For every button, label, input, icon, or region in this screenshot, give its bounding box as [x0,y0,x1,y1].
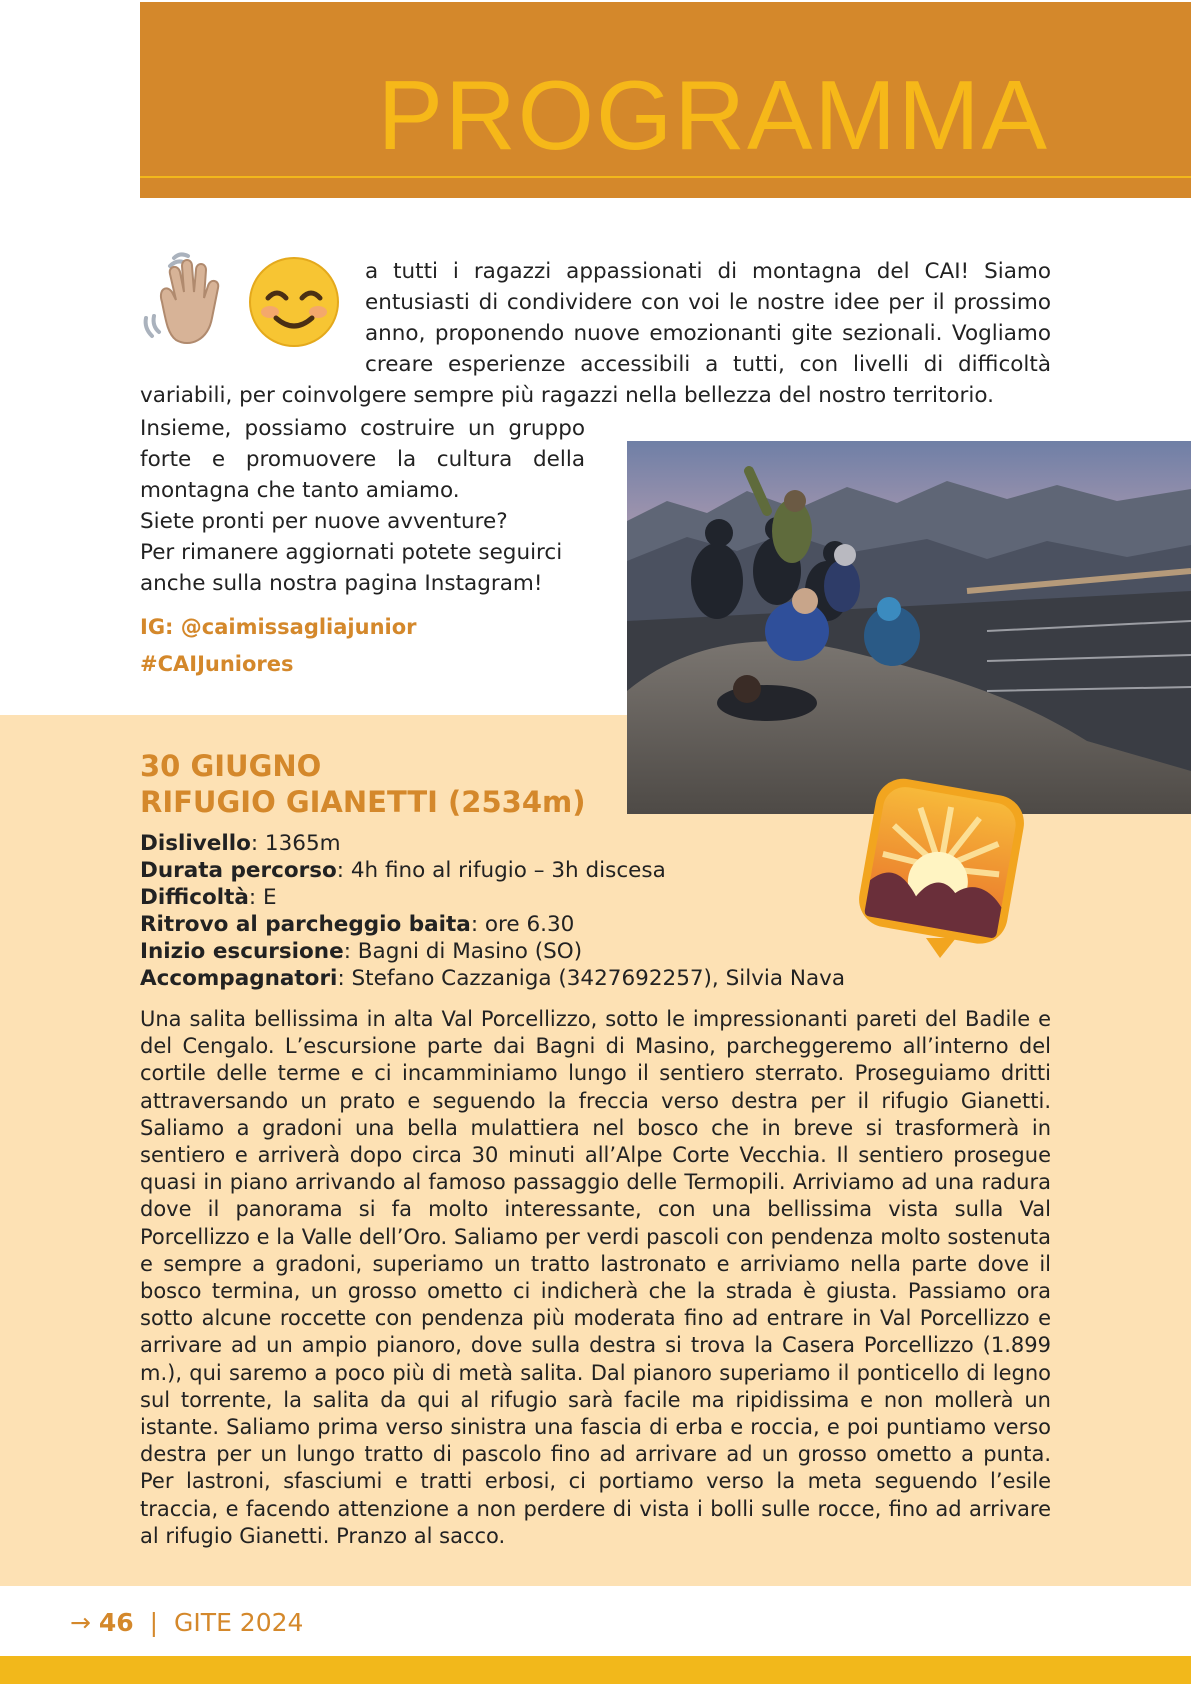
detail-inizio [140,938,845,965]
arrow-right-icon: → [70,1608,91,1637]
detail-label: Durata percorso [140,858,337,883]
page-number: 46 [98,1608,134,1637]
detail-value: : 4h fino al rifugio – 3h discesa [336,858,666,883]
detail-accompagnatori [140,965,845,992]
event-title: RIFUGIO GIANETTI (2534m) [140,785,586,819]
mountain-photo-illustration [627,441,1191,814]
detail-label: Ritrovo al parcheggio baita [140,912,471,937]
detail-value: : 1365m [250,831,341,856]
emoji-group [140,248,365,366]
sunrise-badge [848,772,1032,972]
section-label: GITE 2024 [174,1608,304,1637]
detail-value: : Bagni di Masino (SO) [343,939,583,964]
header-rule [140,176,1191,178]
event-date: 30 GIUGNO [140,749,322,783]
bottom-bar [0,1656,1191,1684]
intro-question: Siete pronti per nuove avventure? [140,509,508,534]
detail-ritrovo [140,911,845,938]
page-title: PROGRAMMA [377,60,1049,170]
page-footer [70,1606,303,1640]
intro-paragraph: a tutti i ragazzi appassionati di montagna del CAI! Siamo entusiasti di condividere con voi le nostre idee per il prossimo anno, proponendo nuove emozionanti gite sezionali. Vogliamo creare esperienze accessibili a tutti, con livelli di difficoltà variabili, per coinvolgere sempre più ragazzi nella bellezza del nostro territorio. [140,259,1051,408]
intro-block [140,256,1051,411]
event-description: Una salita bellissima in alta Val Porcellizzo, sotto le impressionanti pareti del Badile e del Cengalo. L’escursione parte dai Bagni di Masino, parcheggeremo all’interno del cortile delle terme e ci incamminiamo lungo il sentiero sterrato. Proseguiamo dritti attraversando un prato e seguendo la freccia verso destra per il rifugio Gianetti. Saliamo a gradoni una bella mulattiera nel bosco che in breve si trasformerà in sentiero e arriverà dopo circa 30 minuti all’Alpe Corte Vecchia. Il sentiero prosegue quasi in piano arrivando al famoso passaggio delle Termopili. Arriviamo ad una radura dove il panorama si fa molto interessante, con una bellissima vista sulla Val Porcellizzo e la Valle dell’Oro. Saliamo per verdi pascoli con pendenza molto sostenuta e sempre a gradoni, superiamo un tratto lastronato e arriviamo nella parte dove il bosco termina, un grosso ometto ci indicherà che la strada è giusta. Passiamo ora sotto alcune roccette con pendenza più moderata fino ad entrare in Val Porcellizzo e arrivare ad un ampio pianoro, dove sulla destra si trova la Casera Porcellizzo (1.899 m.), qui saremo a poco più di metà salita. Dal pianoro superiamo il ponticello di legno sul torrente, la salita da qui al rifugio sarà facile ma ripidissima e non mollerà un istante. Saliamo prima verso sinistra una fascia di erba e roccia, e poi puntiamo verso destra per un lungo tratto di pascolo fino ad arrivare ad un grosso ometto a punta. Per lastroni, sfasciumi e tratti erbosi, ci portiamo verso la meta seguendo l’esile traccia, e facendo attenzione a non perdere di vista i bolli sulle rocce, fino ad arrivare al rifugio Gianetti. Pranzo al sacco. [140,1007,1051,1548]
intro-follow: Per rimanere aggiornati potete seguirci anche sulla nostra pagina Instagram! [140,540,563,596]
detail-label: Dislivello [140,831,251,856]
event-details [140,830,845,992]
detail-difficolta [140,884,845,911]
detail-value: : E [248,885,277,910]
sunrise-icon [848,772,1032,972]
intro-left-column [140,413,585,599]
detail-label: Difficoltà [140,885,249,910]
header-banner [140,2,1191,198]
social-block [140,609,417,683]
detail-dislivello [140,830,845,857]
detail-durata [140,857,845,884]
event-heading [140,748,586,820]
group-photo [627,441,1191,814]
detail-label: Inizio escursione [140,939,344,964]
hashtag[interactable]: #CAIJuniores [140,652,294,676]
smiling-face-icon [246,254,342,350]
detail-label: Accompagnatori [140,966,338,991]
instagram-handle[interactable]: IG: @caimissagliajunior [140,615,417,639]
detail-value: : Stefano Cazzaniga (3427692257), Silvia Nava [337,966,846,991]
intro-left-text: Insieme, possiamo costruire un gruppo forte e promuovere la cultura della montagna che tanto amiamo. [140,416,585,503]
footer-separator: | [149,1608,159,1637]
waving-hand-icon [140,248,250,358]
detail-value: : ore 6.30 [470,912,575,937]
